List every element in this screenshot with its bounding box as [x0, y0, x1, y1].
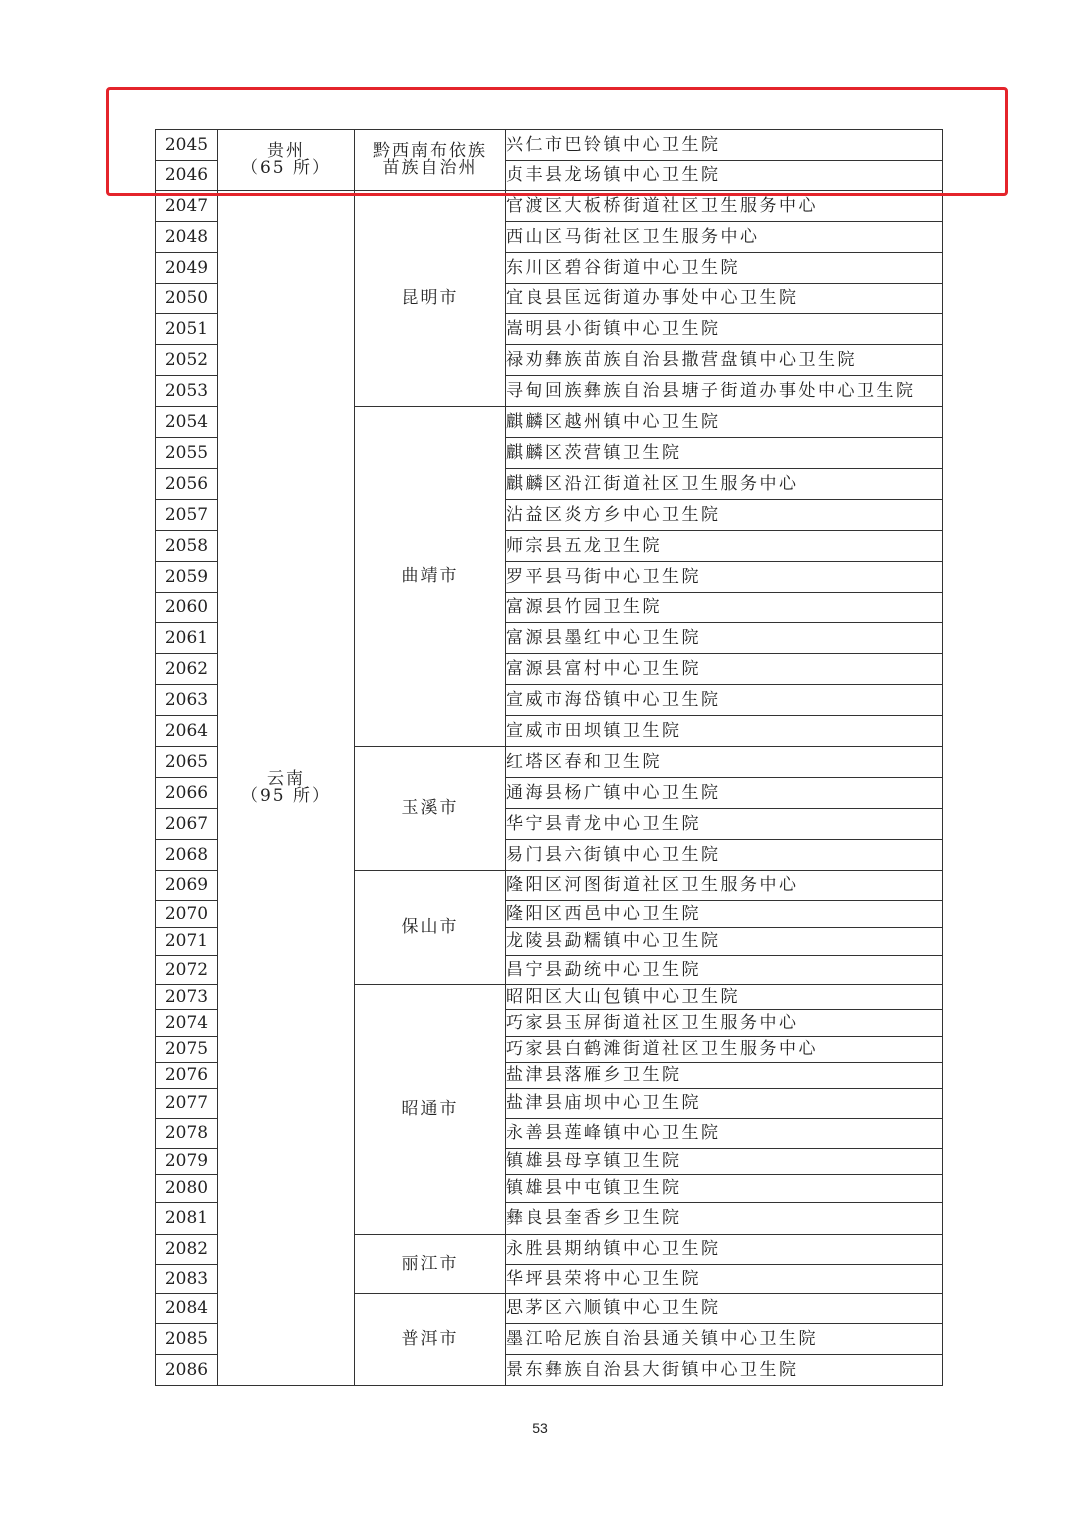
institution-name: 麒麟区茨营镇卫生院: [506, 438, 943, 469]
row-number: 2066: [156, 778, 218, 809]
institution-name: 思茅区六顺镇中心卫生院: [506, 1294, 943, 1324]
institution-name: 彝良县奎香乡卫生院: [506, 1203, 943, 1235]
institution-name: 华坪县荣将中心卫生院: [506, 1265, 943, 1294]
institution-table: [155, 129, 943, 1386]
row-number: 2075: [156, 1037, 218, 1063]
row-number: 2078: [156, 1119, 218, 1149]
row-number: 2050: [156, 284, 218, 314]
row-number: 2083: [156, 1265, 218, 1294]
city-name: 丽江市: [401, 1253, 459, 1274]
row-number: 2049: [156, 253, 218, 284]
institution-name: 通海县杨广镇中心卫生院: [506, 778, 943, 809]
row-number: 2060: [156, 593, 218, 623]
institution-name: 昭阳区大山包镇中心卫生院: [506, 985, 943, 1010]
row-number: 2086: [156, 1355, 218, 1386]
city-cell: [355, 191, 506, 407]
institution-name: 易门县六街镇中心卫生院: [506, 840, 943, 871]
institution-name: 巧家县玉屏街道社区卫生服务中心: [506, 1010, 943, 1037]
province-count: （65 所）: [240, 158, 332, 178]
city-name-line2: 苗族自治州: [382, 158, 478, 178]
city-name: 保山市: [401, 917, 459, 937]
institution-name: 罗平县马街中心卫生院: [506, 562, 943, 593]
institution-name: 宣威市海岱镇中心卫生院: [506, 685, 943, 716]
institution-name: 永善县莲峰镇中心卫生院: [506, 1119, 943, 1149]
institution-name: 巧家县白鹤滩街道社区卫生服务中心: [506, 1037, 943, 1063]
row-number: 2074: [156, 1010, 218, 1037]
row-number: 2065: [156, 747, 218, 778]
row-number: 2045: [156, 130, 218, 161]
institution-name: 官渡区大板桥街道社区卫生服务中心: [506, 191, 943, 222]
institution-name: 富源县竹园卫生院: [506, 593, 943, 623]
row-number: 2067: [156, 809, 218, 840]
row-number: 2079: [156, 1149, 218, 1175]
row-number: 2084: [156, 1294, 218, 1324]
city-name: 昆明市: [401, 288, 459, 308]
row-number: 2056: [156, 469, 218, 500]
institution-name: 富源县墨红中心卫生院: [506, 623, 943, 654]
row-number: 2068: [156, 840, 218, 871]
row-number: 2046: [156, 161, 218, 191]
row-number: 2077: [156, 1089, 218, 1119]
city-name: 昭通市: [401, 1099, 459, 1119]
table-row: [156, 191, 943, 222]
institution-name: 景东彝族自治县大街镇中心卫生院: [506, 1355, 943, 1386]
institution-name: 禄劝彝族苗族自治县撒营盘镇中心卫生院: [506, 345, 943, 376]
institution-name: 兴仁市巴铃镇中心卫生院: [506, 130, 943, 161]
city-cell: [355, 871, 506, 985]
city-cell: [355, 1294, 506, 1386]
row-number: 2063: [156, 685, 218, 716]
institution-name: 龙陵县勐糯镇中心卫生院: [506, 928, 943, 956]
row-number: 2064: [156, 716, 218, 747]
institution-name: 镇雄县中屯镇卫生院: [506, 1175, 943, 1203]
city-cell: [355, 1235, 506, 1294]
row-number: 2047: [156, 191, 218, 222]
institution-name: 师宗县五龙卫生院: [506, 531, 943, 562]
institution-name: 隆阳区河图街道社区卫生服务中心: [506, 871, 943, 901]
row-number: 2058: [156, 531, 218, 562]
institution-name: 沾益区炎方乡中心卫生院: [506, 500, 943, 531]
row-number: 2061: [156, 623, 218, 654]
institution-name: 墨江哈尼族自治县通关镇中心卫生院: [506, 1324, 943, 1355]
row-number: 2051: [156, 314, 218, 345]
institution-name: 富源县富村中心卫生院: [506, 654, 943, 685]
row-number: 2057: [156, 500, 218, 531]
institution-name: 嵩明县小街镇中心卫生院: [506, 314, 943, 345]
institution-name: 永胜县期纳镇中心卫生院: [506, 1235, 943, 1265]
institution-name: 麒麟区沿江街道社区卫生服务中心: [506, 469, 943, 500]
city-cell: [355, 985, 506, 1235]
row-number: 2071: [156, 928, 218, 956]
institution-name: 红塔区春和卫生院: [506, 747, 943, 778]
institution-name: 东川区碧谷街道中心卫生院: [506, 253, 943, 284]
institution-name: 华宁县青龙中心卫生院: [506, 809, 943, 840]
institution-name: 麒麟区越州镇中心卫生院: [506, 407, 943, 438]
city-cell: [355, 747, 506, 871]
page-number: 53: [532, 1420, 548, 1436]
row-number: 2069: [156, 871, 218, 901]
institution-name: 镇雄县母享镇卫生院: [506, 1149, 943, 1175]
row-number: 2073: [156, 985, 218, 1010]
row-number: 2048: [156, 222, 218, 253]
institution-name: 贞丰县龙场镇中心卫生院: [506, 161, 943, 191]
city-name: 曲靖市: [401, 566, 459, 586]
institution-name: 西山区马街社区卫生服务中心: [506, 222, 943, 253]
row-number: 2055: [156, 438, 218, 469]
institution-name: 盐津县庙坝中心卫生院: [506, 1089, 943, 1119]
province-name: 贵州: [267, 141, 305, 161]
row-number: 2070: [156, 901, 218, 928]
province-cell: [218, 130, 355, 191]
row-number: 2052: [156, 345, 218, 376]
province-cell: [218, 191, 355, 1386]
city-name: 玉溪市: [401, 798, 459, 818]
city-cell: [355, 130, 506, 191]
table-row: [156, 130, 943, 161]
province-name: 云南: [267, 769, 305, 789]
row-number: 2085: [156, 1324, 218, 1355]
row-number: 2082: [156, 1235, 218, 1265]
institution-name: 寻甸回族彝族自治县塘子街道办事处中心卫生院: [506, 376, 943, 407]
city-name: 黔西南布依族: [373, 141, 487, 161]
institution-name: 昌宁县勐统中心卫生院: [506, 956, 943, 985]
city-cell: [355, 407, 506, 747]
row-number: 2054: [156, 407, 218, 438]
row-number: 2076: [156, 1063, 218, 1089]
row-number: 2053: [156, 376, 218, 407]
row-number: 2059: [156, 562, 218, 593]
row-number: 2062: [156, 654, 218, 685]
institution-name: 隆阳区西邑中心卫生院: [506, 901, 943, 928]
city-name: 普洱市: [401, 1329, 459, 1349]
row-number: 2081: [156, 1203, 218, 1235]
institution-name: 盐津县落雁乡卫生院: [506, 1063, 943, 1089]
institution-name: 宣威市田坝镇卫生院: [506, 716, 943, 747]
province-count: （95 所）: [240, 786, 332, 806]
institution-name: 宜良县匡远街道办事处中心卫生院: [506, 284, 943, 314]
row-number: 2080: [156, 1175, 218, 1203]
row-number: 2072: [156, 956, 218, 985]
